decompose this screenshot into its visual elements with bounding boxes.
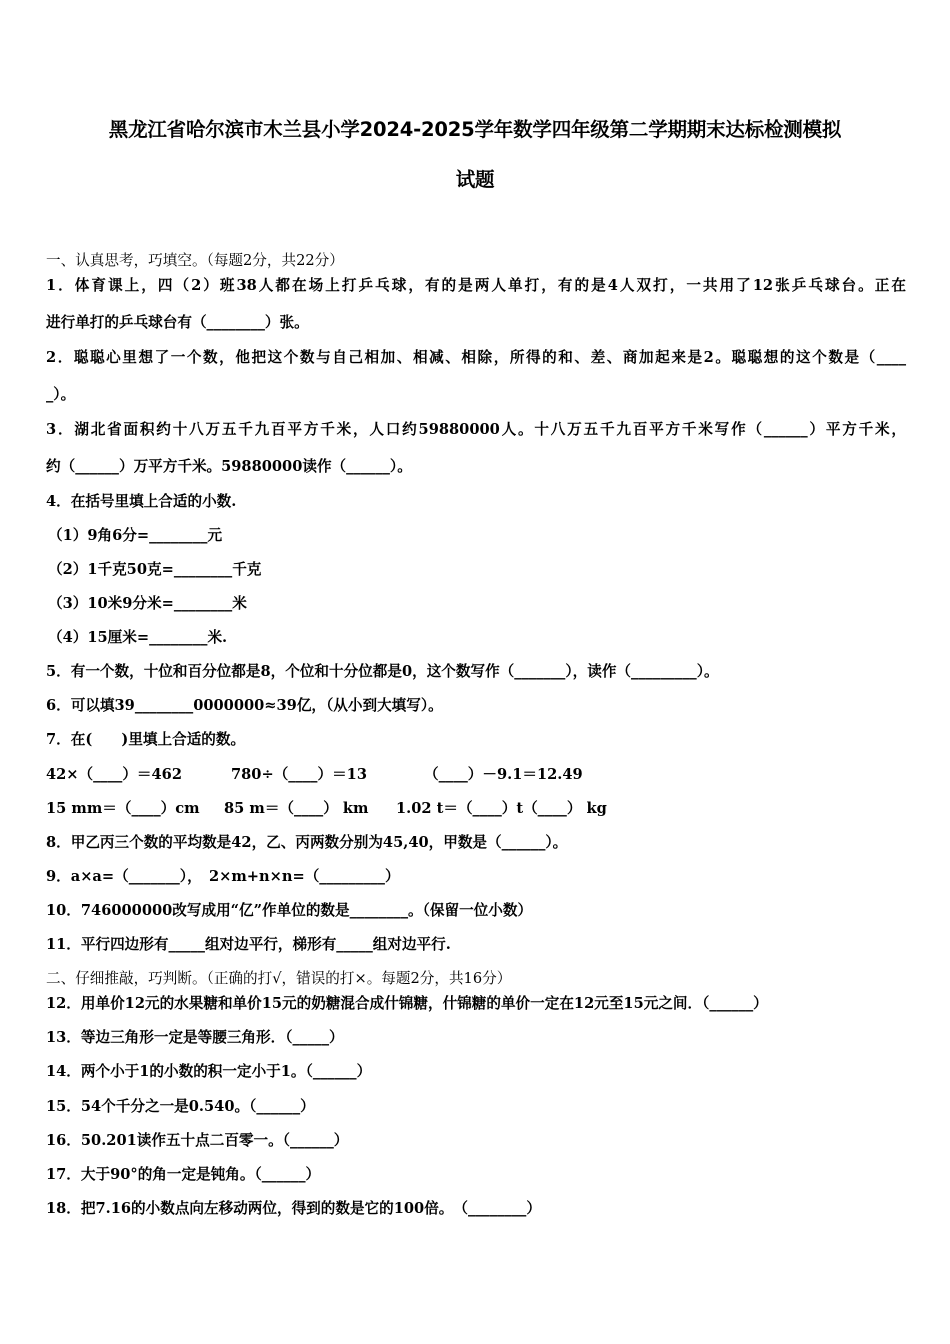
question-13: 13．等边三角形一定是等腰三角形．（_____） xyxy=(46,1029,344,1046)
question-7-row2-cell2: 85 m＝（____） km xyxy=(224,800,369,817)
question-15: 15．54个千分之一是0.540。（______） xyxy=(46,1098,315,1115)
section2-heading: 二、仔细推敲，巧判断。（正确的打√，错误的打×。每题2分，共16分） xyxy=(46,970,512,987)
question-18: 18．把7.16的小数点向左移动两位，得到的数是它的100倍。 （________） xyxy=(46,1200,541,1217)
question-7-row1-cell2: 780÷（____）＝13 xyxy=(231,766,367,783)
question-2-line2: _）。 xyxy=(46,386,76,403)
question-6: 6．可以填39________0000000≈39亿，（从小到大填写）。 xyxy=(46,697,443,714)
question-9: 9．a×a=（_______）， 2×m+n×n=（_________） xyxy=(46,868,400,885)
page-title: 黑龙江省哈尔滨市木兰县小学2024-2025学年数学四年级第二学期期末达标检测模拟 xyxy=(108,118,842,141)
question-4-stem: 4．在括号里填上合适的小数. xyxy=(46,493,237,510)
question-11: 11．平行四边形有_____组对边平行，梯形有_____组对边平行. xyxy=(46,936,451,953)
question-17: 17．大于90°的角一定是钝角。（______） xyxy=(46,1166,321,1183)
question-4-part-2: （2）1千克50克=________千克 xyxy=(48,561,262,578)
question-1-line1: 1．体育课上，四（2）班38人都在场上打乒乓球，有的是两人单打，有的是4人双打，一共用了12张乒乓球台。正在 xyxy=(46,277,906,294)
question-16: 16．50.201读作五十点二百零一。（______） xyxy=(46,1132,349,1149)
question-4-part-3: （3）10米9分米=________米 xyxy=(48,595,247,612)
question-1-line2: 进行单打的乒乓球台有（________）张。 xyxy=(46,314,309,331)
question-14: 14．两个小于1的小数的积一定小于1。（______） xyxy=(46,1063,372,1080)
question-7-stem: 7．在( )里填上合适的数。 xyxy=(46,731,246,748)
question-4-part-4: （4）15厘米=________米. xyxy=(48,629,228,646)
question-4-part-1: （1）9角6分=________元 xyxy=(48,527,223,544)
question-3-line2: 约（______）万平方千米。59880000读作（______）。 xyxy=(46,458,412,475)
question-10: 10．746000000改写成用“亿”作单位的数是________。（保留一位小数） xyxy=(46,902,533,919)
question-3-line1: 3．湖北省面积约十八万五千九百平方千米，人口约59880000人。十八万五千九百平方千米写作（______）平方千米， xyxy=(46,421,906,438)
question-12: 12．用单价12元的水果糖和单价15元的奶糖混合成什锦糖，什锦糖的单价一定在12元至15元之间．（______） xyxy=(46,995,768,1012)
page-title-continued: 试题 xyxy=(455,168,495,191)
question-7-row1-cell1: 42×（____）＝462 xyxy=(46,766,182,783)
question-7-row2-cell3: 1.02 t＝（____）t（____） kg xyxy=(396,800,607,817)
question-7-row1-cell3: （____）－9.1＝12.49 xyxy=(424,766,583,783)
question-2-line1: 2．聪聪心里想了一个数，他把这个数与自己相加、相减、相除，所得的和、差、商加起来是2。聪聪想的这个数是（____ xyxy=(46,349,906,366)
section1-heading: 一、认真思考，巧填空。（每题2分，共22分） xyxy=(46,252,344,269)
question-5: 5．有一个数，十位和百分位都是8，个位和十分位都是0，这个数写作（_______），读作（_________）。 xyxy=(46,663,719,680)
question-8: 8．甲乙丙三个数的平均数是42，乙、丙两数分别为45,40，甲数是（______）。 xyxy=(46,834,568,851)
question-7-row2-cell1: 15 mm＝（____）cm xyxy=(46,800,200,817)
